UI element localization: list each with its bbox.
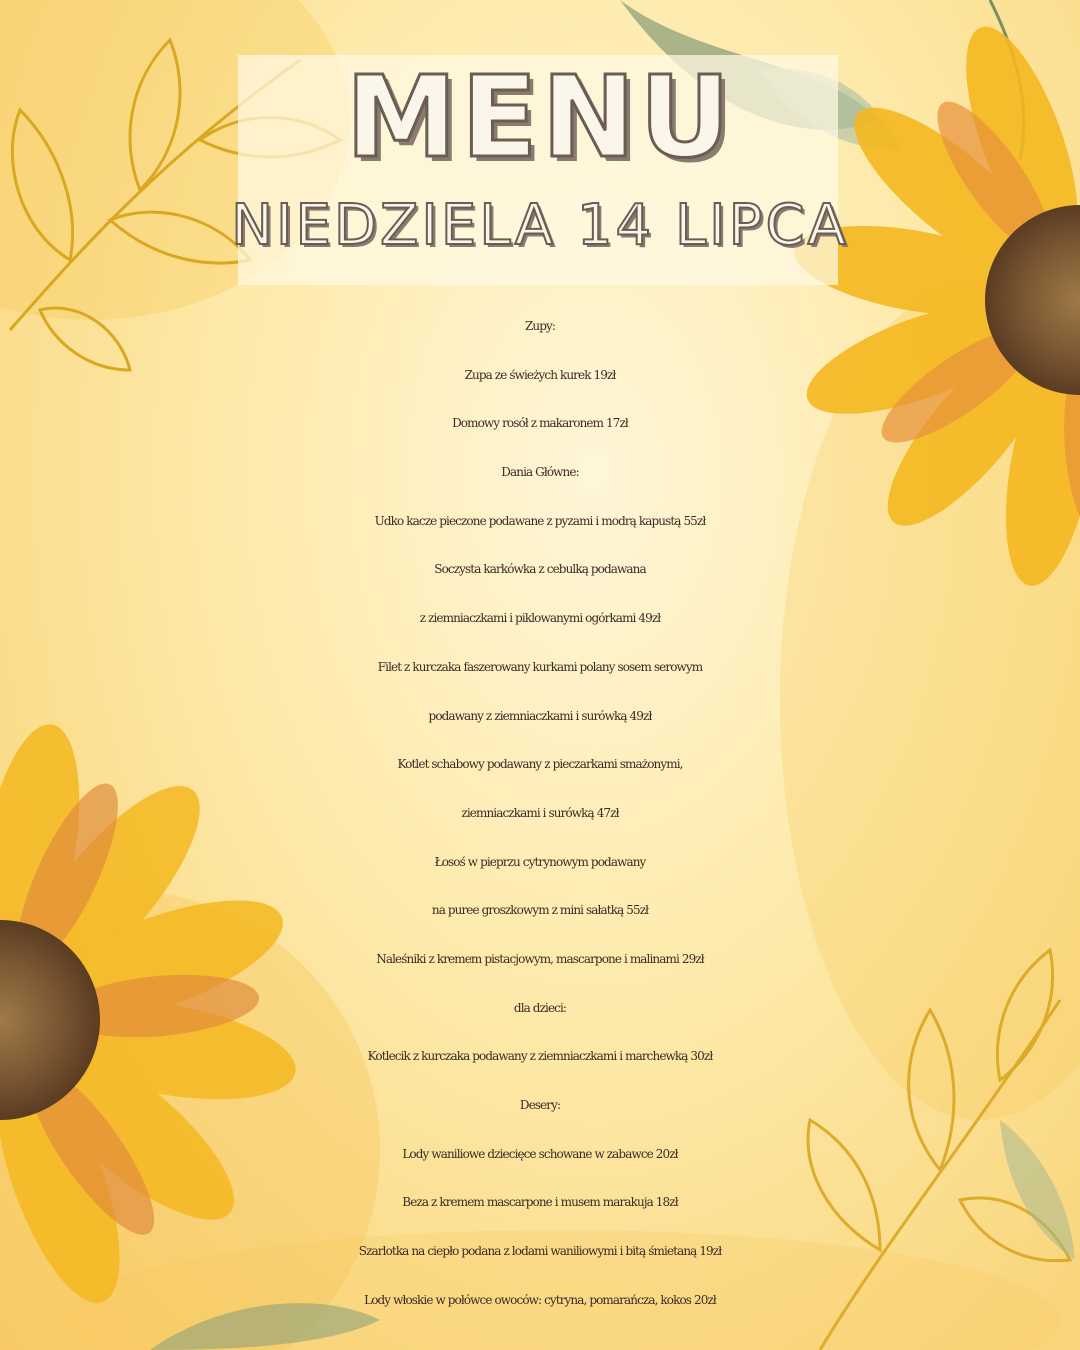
menu-item: Lody waniliowe dziecięce schowane w zabawce 20zł	[402, 1146, 678, 1161]
menu-item: Domowy rosół z makaronem 17zł	[452, 416, 628, 431]
menu-item: z ziemniaczkami i piklowanymi ogórkami 49zł	[419, 611, 661, 626]
menu-item: na puree groszkowym z mini sałatką 55zł	[431, 903, 649, 918]
menu-item: ziemniaczkami i surówką 47zł	[461, 805, 619, 820]
section-heading-kids: dla dzieci:	[513, 1000, 567, 1015]
menu-item: Soczysta karkówka z cebulką podawana	[434, 562, 646, 577]
menu-item: Lody włoskie w połówce owoców: cytryna, pomarańcza, kokos 20zł	[364, 1292, 716, 1307]
section-heading-desserts: Desery:	[519, 1098, 561, 1112]
menu-item: Łosoś w pieprzu cytrynowym podawany	[434, 854, 646, 869]
menu-date: NIEDZIELA 14 LIPCA	[231, 193, 849, 258]
menu-item: Kotlecik z kurczaka podawany z ziemniaczkami i marchewką 30zł	[367, 1049, 713, 1064]
menu-item: Udko kacze pieczone podawane z pyzami i modrą kapustą 55zł	[374, 513, 706, 528]
menu-item: Filet z kurczaka faszerowany kurkami polany sosem serowym	[377, 659, 703, 674]
menu-item: Naleśniki z kremem pistacjowym, mascarpone i malinami 29zł	[376, 951, 704, 966]
menu-item: Zupa ze świeżych kurek 19zł	[464, 367, 616, 382]
menu-title: MENU	[345, 53, 735, 183]
menu-item: Szarlotka na ciepło podana z lodami waniliowymi i bitą śmietaną 19zł	[358, 1244, 722, 1259]
menu-item: Kotlet schabowy podawany z pieczarkami smażonymi,	[397, 757, 683, 772]
menu-item: Beza z kremem mascarpone i musem marakuja 18zł	[402, 1195, 678, 1210]
menu-item: podawany z ziemniaczkami i surówką 49zł	[428, 708, 652, 723]
section-heading-main-dishes: Dania Główne:	[501, 465, 579, 480]
section-heading-soups: Zupy:	[524, 319, 556, 333]
menu-list	[0, 302, 1080, 1324]
